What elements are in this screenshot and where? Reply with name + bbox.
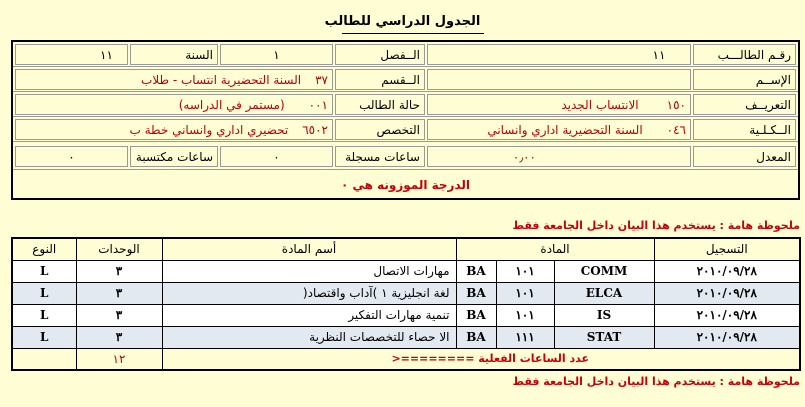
title-underline [342, 33, 484, 34]
registration-date: ٢٠١٠/٠٩/٢٨ [654, 326, 800, 348]
total-row [12, 348, 800, 370]
total-units: ١٢ [76, 348, 162, 370]
info-row-2 [13, 67, 798, 92]
id-label: التعريــف [693, 94, 796, 115]
status-value: ٠٠١(مستمر في الدراسه) [15, 94, 333, 115]
course-level: BA [456, 260, 496, 282]
registration-date: ٢٠١٠/٠٩/٢٨ [654, 260, 800, 282]
course-level: BA [456, 326, 496, 348]
id-value: ١٥٠الانتساب الجديد [427, 94, 691, 115]
course-code: COMM [554, 260, 654, 282]
course-name: مهارات الاتصال [162, 260, 456, 282]
internal-use-note-bottom: ملحوظة هامة : يستخدم هذا البيان داخل الجامعة فقط [512, 375, 800, 388]
header-registration: التسجيل [654, 238, 800, 260]
course-level: BA [456, 282, 496, 304]
table-header-row [12, 238, 800, 260]
course-number: ١٠١ [496, 282, 554, 304]
course-level: BA [456, 304, 496, 326]
course-schedule-table [11, 237, 801, 371]
course-type: L [12, 282, 76, 304]
semester-value: ١ [220, 44, 333, 65]
course-type: L [12, 304, 76, 326]
course-units: ٣ [76, 304, 162, 326]
registered-hours-label: ساعات مسجلة [335, 146, 425, 167]
info-row-5 [13, 142, 798, 170]
college-label: الــكـلـية [693, 119, 796, 140]
info-row-4 [13, 117, 798, 142]
earned-hours-value: ٠ [15, 146, 128, 167]
student-no-value: ١١ [427, 44, 691, 65]
name-value [427, 69, 691, 90]
total-hours-label: عدد الساعات الفعلية ========< [162, 348, 800, 370]
course-number: ١٠١ [496, 260, 554, 282]
registration-date: ٢٠١٠/٠٩/٢٨ [654, 282, 800, 304]
course-number: ١١١ [496, 326, 554, 348]
course-name: لغة انجليزية ١ )آداب واقتصاد( [162, 282, 456, 304]
header-type: النوع [12, 238, 76, 260]
semester-label: الــفصل [335, 44, 425, 65]
year-label: السنة [130, 44, 218, 65]
course-code: IS [554, 304, 654, 326]
page-title: الجدول الدراسي للطالب [324, 14, 481, 29]
course-code: STAT [554, 326, 654, 348]
course-units: ٣ [76, 326, 162, 348]
dept-value: ٣٧السنة التحضيرية انتساب - طلاب [15, 69, 333, 90]
gpa-value: ٠٫٠٠ [427, 146, 691, 167]
course-type: L [12, 260, 76, 282]
table-row [12, 304, 800, 326]
table-row [12, 326, 800, 348]
major-label: التخصص [335, 119, 425, 140]
course-number: ١٠١ [496, 304, 554, 326]
table-row [12, 260, 800, 282]
header-units: الوحدات [76, 238, 162, 260]
header-course-name: أسم المادة [162, 238, 456, 260]
major-value: ٦٥٠٢تحضيري اداري وانساني خطة ب [15, 119, 333, 140]
course-units: ٣ [76, 282, 162, 304]
registered-hours-value: ٠ [220, 146, 333, 167]
course-name: الا حصاء للتخصصات النظرية [162, 326, 456, 348]
earned-hours-label: ساعات مكتسبة [130, 146, 218, 167]
internal-use-note-top: ملحوظة هامة : يستخدم هذا البيان داخل الجامعة فقط [512, 219, 800, 232]
status-label: حالة الطالب [335, 94, 425, 115]
name-label: الإســم [693, 69, 796, 90]
course-name: تنمية مهارات التفكير [162, 304, 456, 326]
course-units: ٣ [76, 260, 162, 282]
info-row-1 [13, 42, 798, 67]
student-info-panel [11, 40, 800, 200]
weighted-grade-notice: الدرجة الموزونه هي ٠ [340, 178, 471, 192]
course-code: ELCA [554, 282, 654, 304]
course-type: L [12, 326, 76, 348]
info-row-3 [13, 92, 798, 117]
total-type-empty [12, 348, 76, 370]
header-course: المادة [456, 238, 654, 260]
college-value: ٠٤٦السنة التحضيرية اداري وانساني [427, 119, 691, 140]
gpa-label: المعدل [693, 146, 796, 167]
table-row [12, 282, 800, 304]
student-no-label: رقـم الطالـــب [693, 44, 796, 65]
year-value: ١١ [15, 44, 128, 65]
dept-label: الــقسم [335, 69, 425, 90]
registration-date: ٢٠١٠/٠٩/٢٨ [654, 304, 800, 326]
